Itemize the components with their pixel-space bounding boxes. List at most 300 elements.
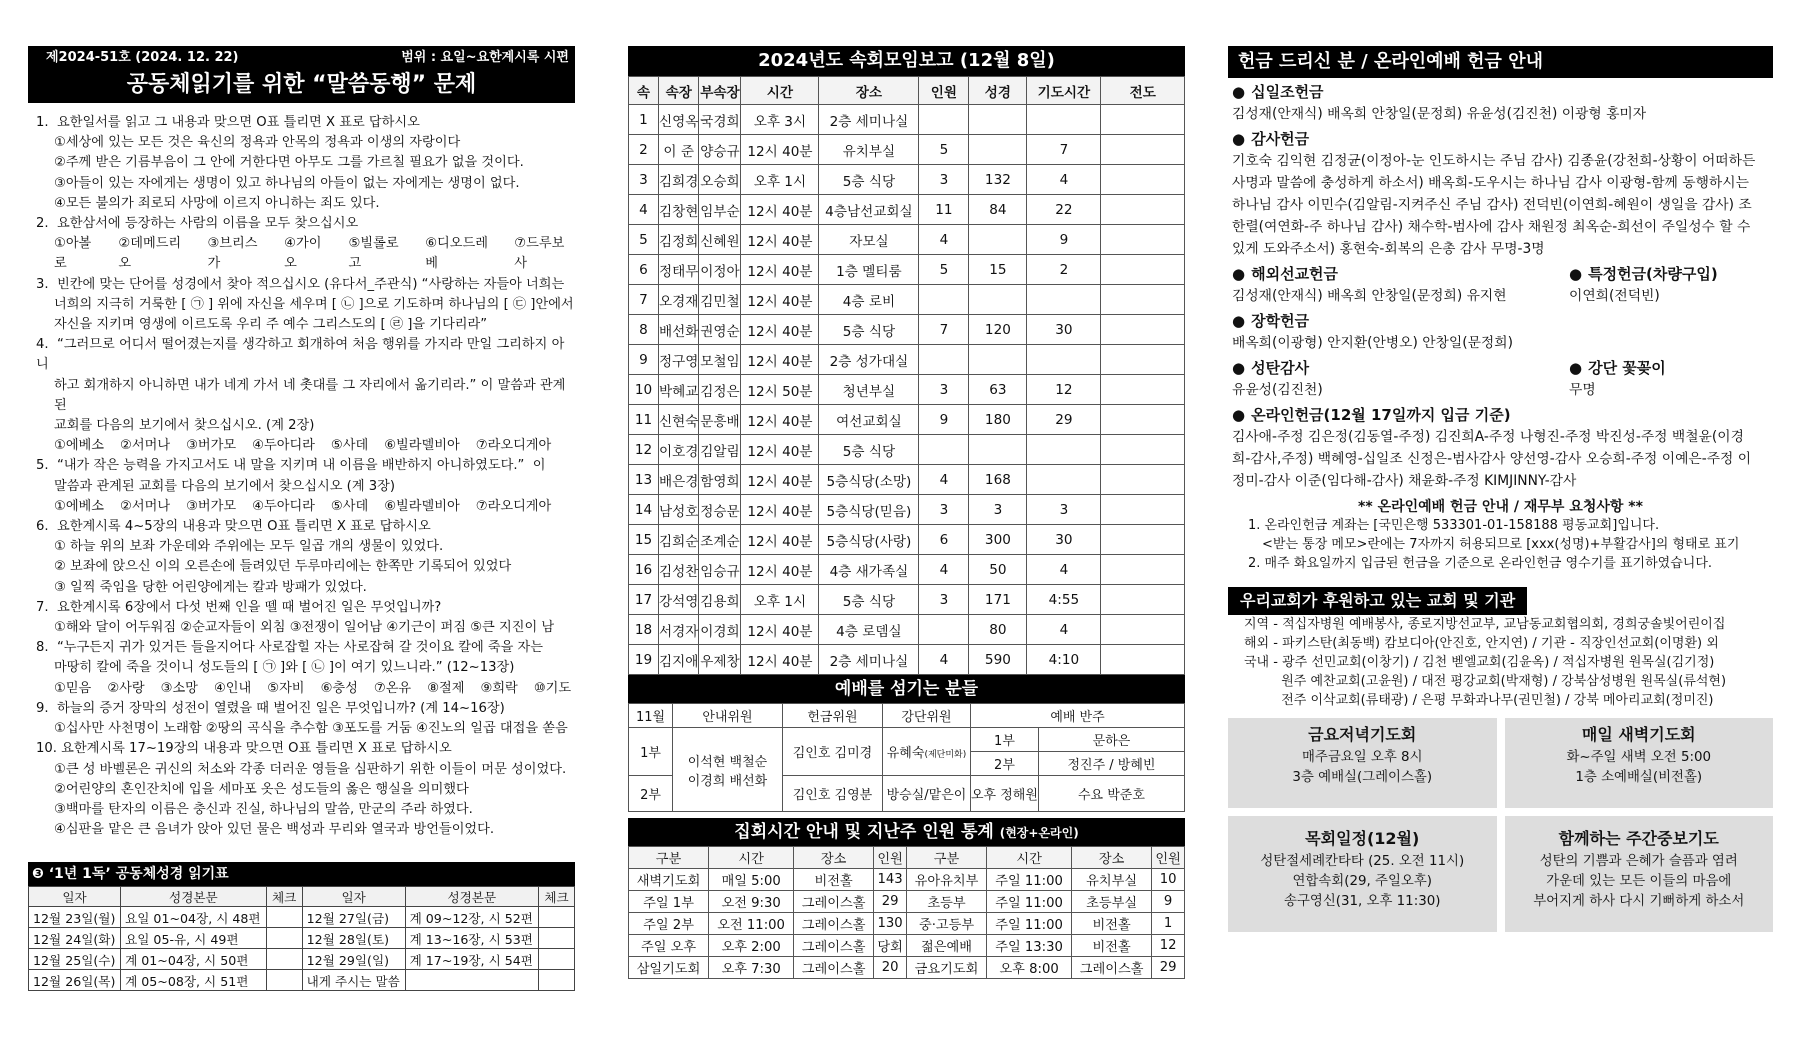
meeting-cell: 국경희	[699, 105, 741, 135]
option: ⑥충성	[320, 680, 358, 696]
stats-row	[629, 957, 1185, 979]
question-line: 마땅히 칼에 죽을 것이니 성도들의 [ ㉠ ]와 [ ㉡ ]이 여기 있느니라.” (12~13장)	[54, 660, 515, 676]
stats-cell: 오후 7:30	[709, 957, 794, 979]
meeting-cell: 4층 새가족실	[819, 555, 919, 585]
meeting-cell: 12시 40분	[741, 225, 819, 255]
question-text: 8. “누구든지 귀가 있거든 들을지어다 사로잡힐 자는 사로잡혀 갈 것이요 칼에 죽을 자는	[36, 640, 544, 656]
meeting-cell: 이 준	[659, 135, 699, 165]
meeting-cell: 13	[629, 465, 659, 495]
meeting-cell: 12	[1027, 375, 1101, 405]
staff-part2: 2부	[629, 776, 673, 812]
meeting-cell: 김지애	[659, 645, 699, 675]
online-names	[1232, 426, 1769, 492]
stats-cell: 29	[874, 891, 907, 913]
option: ⑦온유	[373, 680, 412, 696]
schedule-cell: 12월 25일(수)	[29, 949, 121, 970]
meeting-cell	[1027, 345, 1101, 375]
meeting-cell: 17	[629, 585, 659, 615]
meeting-cell: 4	[919, 225, 969, 255]
online-line: 희-감사,주정) 백혜영-십일조 신정은-범사감사 양선영-감사 오승희-주정 이예은-주정 이	[1232, 451, 1752, 467]
meeting-cell: 4층 로비	[819, 285, 919, 315]
schedule-cell: 계 09~12장, 시 52편	[405, 907, 538, 928]
meeting-cell	[1101, 405, 1185, 435]
meeting-cell: 50	[969, 555, 1027, 585]
meeting-cell: 2층 세미나실	[819, 105, 919, 135]
meeting-cell: 김정은	[699, 375, 741, 405]
meeting-cell: 7	[629, 285, 659, 315]
meeting-cell	[969, 135, 1027, 165]
question-line: ① 하늘 위의 보좌 가운데와 주위에는 모두 일곱 개의 생물이 있었다.	[54, 539, 444, 555]
question-text: 1. 요한일서를 읽고 그 내용과 맞으면 O표 틀리면 X 표로 답하시오	[36, 115, 420, 130]
meeting-cell: 180	[969, 405, 1027, 435]
notice-line: 2. 매주 화요일까지 입금된 헌금을 기준으로 온라인헌금 영수기를 표기하였습니다.	[1248, 556, 1713, 571]
thanks-line: 있게 도와주소서) 홍현숙-회복의 은총 감사 무명-3명	[1232, 241, 1545, 257]
reading-range: 범위 : 요일~요한계시록 시편	[401, 50, 569, 65]
support-line: 지역 - 적십자병원 예배봉사, 종로지방선교부, 교남동교회협의회, 경희궁솔빛어린이집	[1244, 617, 1726, 632]
meeting-header: 부속장	[699, 77, 741, 105]
stats-cell: 비전홀	[794, 869, 874, 891]
stats-cell: 주일 11:00	[987, 913, 1072, 935]
meeting-cell: 김용희	[699, 585, 741, 615]
schedule-cell: 계 05~08장, 시 51편	[121, 970, 267, 991]
stats-cell: 그레이스홀	[794, 935, 874, 957]
notice-line: <받는 통장 메모>란에는 7자까지 허용되므로 [xxx(성명)+부활감사]의 형태로 표기	[1262, 537, 1740, 552]
option: ④두아디라	[252, 498, 315, 514]
schedule-cell	[539, 907, 575, 928]
meeting-cell	[1101, 435, 1185, 465]
schedule-cell: 계 01~04장, 시 50편	[121, 949, 267, 970]
mission-heading: ● 해외선교헌금	[1232, 263, 1569, 285]
stats-cell: 비전홀	[1072, 913, 1152, 935]
schedule-cell: 12월 28일(토)	[302, 928, 405, 949]
staff-guide-2: 이경희 배선화	[687, 773, 768, 789]
meeting-cell: 4	[1027, 555, 1101, 585]
schedule-cell	[539, 949, 575, 970]
question-line: 말씀과 관계된 교회를 다음의 보기에서 찾으십시오 (계 3장)	[54, 478, 396, 494]
mission-names: 김성재(안재식) 배옥희 안창일(문정희) 유지현	[1232, 288, 1507, 304]
meeting-row	[629, 285, 1185, 315]
meeting-column	[628, 46, 1185, 979]
option: ⑤사데	[330, 498, 369, 514]
stats-cell: 9	[1152, 891, 1185, 913]
meeting-row	[629, 135, 1185, 165]
thanks-line: 사명과 말씀에 충성하게 하소서) 배옥희-도우시는 하나님 감사 이광형-함께 동행하시는	[1232, 175, 1749, 191]
meeting-row	[629, 315, 1185, 345]
meeting-cell: 132	[969, 165, 1027, 195]
schedule-row	[29, 970, 575, 991]
meeting-cell: 12시 40분	[741, 435, 819, 465]
question-line: ①큰 성 바벨론은 귀신의 처소와 각종 더러운 영들을 심판하기 위한 이들이 머문 성이었다.	[54, 761, 567, 777]
meeting-cell	[1101, 165, 1185, 195]
schedule-row	[29, 928, 575, 949]
stats-cell: 매일 5:00	[709, 869, 794, 891]
meeting-cell: 12시 40분	[741, 135, 819, 165]
question	[36, 739, 575, 840]
meeting-cell	[969, 105, 1027, 135]
meeting-cell: 7	[1027, 135, 1101, 165]
christmas-names: 유윤성(김진천)	[1232, 382, 1323, 398]
meeting-cell	[1101, 585, 1185, 615]
question	[36, 456, 575, 517]
tithe-names: 김성재(안재식) 배옥희 안창일(문정희) 유윤성(김진천) 이광형 홍미자	[1232, 106, 1647, 122]
meeting-row	[629, 105, 1185, 135]
option: ④인내	[213, 680, 252, 696]
meeting-row	[629, 525, 1185, 555]
schedule-header: 성경본문	[121, 887, 267, 907]
meeting-header: 전도	[1101, 77, 1185, 105]
stats-header: 장소	[1072, 847, 1152, 869]
meeting-cell: 12시 50분	[741, 375, 819, 405]
schedule-cell: 12월 27일(금)	[302, 907, 405, 928]
meeting-cell: 정태무	[659, 255, 699, 285]
stats-cell: 12	[1152, 935, 1185, 957]
meeting-cell	[969, 345, 1027, 375]
meeting-cell: 5층식당(믿음)	[819, 495, 919, 525]
meeting-cell: 4	[1027, 165, 1101, 195]
question-line: ④심판을 맡은 큰 음녀가 앉아 있던 물은 백성과 무리와 열국과 방언들이었다.	[54, 822, 495, 838]
attendance-stats-table	[628, 846, 1185, 979]
meeting-cell: 신영옥	[659, 105, 699, 135]
meeting-cell: 11	[919, 195, 969, 225]
offering-list	[1228, 81, 1773, 492]
meeting-cell	[1101, 525, 1185, 555]
option: ②데메드리오	[118, 236, 182, 272]
schedule-cell: 계 13~16장, 시 53편	[405, 928, 538, 949]
meeting-cell: 1	[629, 105, 659, 135]
meeting-cell: 5층 식당	[819, 165, 919, 195]
stats-cell: 주일 11:00	[987, 869, 1072, 891]
tithe-heading: ● 십일조헌금	[1232, 81, 1769, 103]
meeting-cell: 12시 40분	[741, 465, 819, 495]
schedule-cell: 12월 24일(화)	[29, 928, 121, 949]
info-box-line: 매주금요일 오후 8시	[1301, 750, 1423, 765]
info-box-line: 성탄의 기쁨과 은혜가 슬픔과 염려	[1539, 854, 1738, 869]
meeting-cell	[1027, 465, 1101, 495]
stats-cell: 주일 2부	[629, 913, 709, 935]
question-options	[36, 234, 575, 274]
info-box-line: 1층 소예배실(비전홀)	[1575, 770, 1703, 785]
question-options	[36, 497, 575, 517]
meeting-cell: 임부순	[699, 195, 741, 225]
meeting-cell: 신현숙	[659, 405, 699, 435]
option: ④두아디라	[252, 438, 315, 454]
stats-cell: 그레이스홀	[794, 957, 874, 979]
schedule-cell: 12월 29일(일)	[302, 949, 405, 970]
stats-cell: 주일 오후	[629, 935, 709, 957]
option: ⑥빌라델비아	[384, 438, 460, 454]
info-box	[1228, 816, 1497, 932]
meeting-cell: 배선화	[659, 315, 699, 345]
option: ①아볼로	[54, 236, 92, 272]
stats-header: 시간	[709, 847, 794, 869]
meeting-cell: 이정아	[699, 255, 741, 285]
issue-header	[28, 46, 575, 68]
schedule-cell	[539, 928, 575, 949]
stats-cell: 그레이스홀	[1072, 957, 1152, 979]
thanks-names	[1232, 150, 1769, 260]
stats-cell: 29	[1152, 957, 1185, 979]
stats-cell: 그레이스홀	[794, 891, 874, 913]
option: ②서머나	[120, 498, 171, 514]
meeting-cell: 김민철	[699, 285, 741, 315]
meeting-cell	[1101, 315, 1185, 345]
service-staff-table	[628, 703, 1185, 812]
host-afternoon: 오후 정해원	[971, 776, 1039, 812]
staff-part1: 1부	[629, 728, 673, 776]
meeting-cell: 임승규	[699, 555, 741, 585]
issue-number: 제2024-51호 (2024. 12. 22)	[46, 50, 239, 65]
stats-cell: 오전 9:30	[709, 891, 794, 913]
meeting-cell: 12시 40분	[741, 345, 819, 375]
meeting-cell: 이호경	[659, 435, 699, 465]
meeting-cell: 4	[629, 195, 659, 225]
stats-title	[628, 818, 1185, 846]
info-box-line: 송구영신(31, 오후 11:30)	[1284, 894, 1441, 909]
meeting-cell	[1101, 345, 1185, 375]
schedule-cell: 요일 01~04장, 시 48편	[121, 907, 267, 928]
staff-pulpit-1-note: (제단미화)	[924, 750, 967, 760]
meeting-cell: 9	[919, 405, 969, 435]
meeting-cell: 서경자	[659, 615, 699, 645]
question-options	[36, 436, 575, 456]
question-text: 6. 요한계시록 4~5장의 내용과 맞으면 O표 틀리면 X 표로 답하시오	[36, 519, 431, 535]
meeting-cell: 오경재	[659, 285, 699, 315]
meeting-cell	[1101, 495, 1185, 525]
meeting-cell: 오후 1시	[741, 585, 819, 615]
info-box-title: 목회일정(12월)	[1305, 829, 1420, 848]
stats-cell: 당회	[874, 935, 907, 957]
stats-cell: 130	[874, 913, 907, 935]
meeting-cell: 김알림	[699, 435, 741, 465]
question-line: ①세상에 있는 모든 것은 육신의 정욕과 안목의 정욕과 이생의 자랑이다	[54, 135, 461, 151]
option: ③브리스가	[207, 236, 258, 272]
stats-cell: 10	[1152, 869, 1185, 891]
meeting-row	[629, 165, 1185, 195]
quiz-column	[28, 46, 575, 991]
question-line: 교회를 다음의 보기에서 찾으십시오. (계 2장)	[54, 418, 315, 434]
scholarship-heading: ● 장학헌금	[1232, 310, 1769, 332]
question-line: ①해와 달이 어두워짐 ②순교자들이 외침 ③전쟁이 일어남 ④기근이 퍼짐 ⑤큰 지진이 남	[54, 620, 555, 636]
meeting-cell: 오후 1시	[741, 165, 819, 195]
meeting-row	[629, 465, 1185, 495]
meeting-cell	[1101, 225, 1185, 255]
meeting-header: 기도시간	[1027, 77, 1101, 105]
notice-body	[1228, 516, 1773, 573]
notice-line: 1. 온라인헌금 계좌는 [국민은행 533301-01-158188 평동교회]입니다.	[1248, 518, 1660, 533]
stats-header: 구분	[906, 847, 986, 869]
question-line: ② 보좌에 앉으신 이의 오른손에 들려있던 두루마리에는 한쪽만 기록되어 있었다	[54, 559, 512, 575]
info-box-line: 3층 예배실(그레이스홀)	[1292, 770, 1433, 785]
meeting-cell: 김희순	[659, 525, 699, 555]
schedule-header: 일자	[302, 887, 405, 907]
staff-offering-1: 김인호 김미경	[783, 728, 883, 776]
question	[36, 598, 575, 638]
option: ⑦라오디게아	[475, 498, 552, 514]
staff-pulpit-1	[883, 728, 971, 776]
meeting-cell: 청년부실	[819, 375, 919, 405]
christmas-heading: ● 성탄감사	[1232, 357, 1569, 379]
meeting-cell: 2	[629, 135, 659, 165]
option: ⑥디오드레베	[425, 236, 489, 272]
meeting-cell: 배은경	[659, 465, 699, 495]
meeting-cell: 168	[969, 465, 1027, 495]
meeting-cell: 5	[919, 135, 969, 165]
meeting-cell: 18	[629, 615, 659, 645]
info-box-line: 부어지게 하사 다시 기뻐하게 하소서	[1533, 894, 1745, 909]
meeting-cell: 5층 식당	[819, 315, 919, 345]
stats-title-text: 집회시간 안내 및 지난주 인원 통계	[734, 822, 994, 842]
schedule-cell: 계 17~19장, 시 54편	[405, 949, 538, 970]
schedule-cell	[405, 970, 538, 991]
stats-cell: 주일 11:00	[987, 891, 1072, 913]
staff-offering-header: 헌금위원	[783, 704, 883, 728]
meeting-cell: 2	[1027, 255, 1101, 285]
stats-cell: 초등부	[906, 891, 986, 913]
meeting-cell: 12시 40분	[741, 495, 819, 525]
meeting-cell: 유치부실	[819, 135, 919, 165]
question-text: 10. 요한계시록 17~19장의 내용과 맞으면 O표 틀리면 X 표로 답하시오	[36, 741, 452, 757]
schedule-cell	[266, 949, 302, 970]
question	[36, 113, 575, 214]
option: ⑨희락	[480, 680, 518, 696]
meeting-row	[629, 615, 1185, 645]
option: ①믿음	[54, 680, 92, 696]
staff-pulpit-1-name: 유혜숙	[886, 746, 925, 761]
meeting-cell: 강석영	[659, 585, 699, 615]
info-box-line: 연합속회(29, 주일오후)	[1292, 874, 1432, 889]
service-staff-title: 예배를 섬기는 분들	[628, 675, 1185, 703]
info-box-title: 매일 새벽기도회	[1581, 725, 1696, 744]
staff-guides	[673, 728, 783, 812]
meeting-cell: 120	[969, 315, 1027, 345]
notice-title: ** 온라인예배 헌금 안내 / 재무부 요청사항 **	[1358, 499, 1643, 515]
meeting-cell: 2층 세미나실	[819, 645, 919, 675]
stats-cell: 중·고등부	[906, 913, 986, 935]
meeting-cell: 4:10	[1027, 645, 1101, 675]
option: ⑥빌라델비아	[384, 498, 460, 514]
stats-cell: 유치부실	[1072, 869, 1152, 891]
schedule-header: 체크	[266, 887, 302, 907]
reading-schedule-table	[28, 886, 575, 991]
stats-row	[629, 869, 1185, 891]
meeting-cell: 300	[969, 525, 1027, 555]
option: ③버가모	[186, 438, 237, 454]
question	[36, 517, 575, 598]
meeting-cell: 4	[1027, 615, 1101, 645]
meeting-cell: 5층 식당	[819, 435, 919, 465]
meeting-row	[629, 405, 1185, 435]
meeting-header: 장소	[819, 77, 919, 105]
meeting-cell: 남성호	[659, 495, 699, 525]
question-line: 자신을 지키며 영생에 이르도록 우리 주 예수 그리스도의 [ ㉣ ]을 기다리라”	[54, 317, 488, 333]
meeting-cell: 3	[919, 165, 969, 195]
question	[36, 638, 575, 699]
stats-cell: 비전홀	[1072, 935, 1152, 957]
flower-heading: ● 강단 꽃꽂이	[1569, 357, 1769, 379]
stats-cell: 유아유치부	[906, 869, 986, 891]
option: ③소망	[160, 680, 198, 696]
schedule-cell	[266, 907, 302, 928]
thanks-line: 하나님 감사 이민수(김알림-지켜주신 주님 감사) 전덕빈(이연희-혜원이 생일을 감사) 조	[1232, 197, 1752, 213]
meeting-cell	[1101, 255, 1185, 285]
schedule-row	[29, 949, 575, 970]
stats-cell: 젊은예배	[906, 935, 986, 957]
staff-guide-header: 안내위원	[673, 704, 783, 728]
meeting-cell	[1101, 645, 1185, 675]
option: ⑧절제	[427, 680, 465, 696]
option: ②사랑	[107, 680, 145, 696]
question-line: ④모든 불의가 죄로되 사망에 이르지 아니하는 죄도 있다.	[54, 195, 380, 211]
meeting-cell	[1101, 615, 1185, 645]
stats-cell: 오전 11:00	[709, 913, 794, 935]
meeting-cell	[1101, 555, 1185, 585]
offering-title: 헌금 드리신 분 / 온라인예배 헌금 안내	[1228, 46, 1773, 78]
meeting-cell: 12	[629, 435, 659, 465]
question-line: ③아들이 있는 자에게는 생명이 있고 하나님의 아들이 없는 자에게는 생명이 없다.	[54, 175, 520, 191]
option: ③버가모	[186, 498, 237, 514]
meeting-cell: 조계순	[699, 525, 741, 555]
option: ⑤자비	[267, 680, 305, 696]
question-text: 9. 하늘의 증거 장막의 성전이 열렸을 때 벌어진 일은 무엇입니까? (계 14~16장)	[36, 700, 505, 716]
meeting-header: 인원	[919, 77, 969, 105]
support-line: 원주 예찬교회(고윤원) / 대전 평강교회(박재형) / 강북삼성병원 원목실(류석현)	[1244, 674, 1727, 689]
meeting-cell: 22	[1027, 195, 1101, 225]
stats-cell: 오후 2:00	[709, 935, 794, 957]
meeting-cell: 2층 성가대실	[819, 345, 919, 375]
meeting-cell: 정구영	[659, 345, 699, 375]
meeting-cell: 박혜교	[659, 375, 699, 405]
meeting-cell: 63	[969, 375, 1027, 405]
info-box-line: 가운데 있는 모든 이들의 마음에	[1546, 874, 1732, 889]
quiz-title: 공동체읽기를 위한 “말씀동행” 문제	[28, 68, 575, 103]
meeting-cell	[969, 285, 1027, 315]
question-text: 5. “내가 작은 능력을 가지고서도 내 말을 지키며 내 이름을 배반하지 아니하였도다.” 이	[36, 458, 546, 474]
meeting-cell: 10	[629, 375, 659, 405]
thanks-heading: ● 감사헌금	[1232, 128, 1769, 150]
meeting-cell	[1101, 195, 1185, 225]
staff-guide-1: 이석현 백철순	[687, 754, 768, 770]
meeting-cell: 3	[919, 375, 969, 405]
stats-cell: 1	[1152, 913, 1185, 935]
reading-schedule-title: ❸ ‘1년 1독’ 공동체성경 읽기표	[28, 862, 575, 886]
meeting-cell: 김성찬	[659, 555, 699, 585]
meeting-cell: 함영희	[699, 465, 741, 495]
meeting-cell: 문흥배	[699, 405, 741, 435]
meeting-cell: 양승규	[699, 135, 741, 165]
host-wednesday: 수요 박준호	[1038, 776, 1184, 812]
question	[36, 214, 575, 275]
question-line: ③ 일찍 죽임을 당한 어린양에게는 칼과 방패가 있었다.	[54, 579, 367, 595]
scholarship-names: 배옥희(이광형) 안지환(안병오) 안창일(문정희)	[1232, 335, 1513, 351]
staff-offering-2: 김인호 김영분	[783, 776, 883, 812]
meeting-cell: 8	[629, 315, 659, 345]
meeting-cell: 3	[969, 495, 1027, 525]
option: ②서머나	[120, 438, 171, 454]
question-text: 7. 요한계시록 6장에서 다섯 번째 인을 뗄 때 벌어진 일은 무엇입니까?	[36, 599, 442, 615]
meeting-cell	[919, 345, 969, 375]
staff-month: 11월	[629, 704, 673, 728]
info-box-title: 함께하는 주간중보기도	[1558, 829, 1719, 848]
meeting-header: 성경	[969, 77, 1027, 105]
meeting-cell: 4	[919, 555, 969, 585]
support-line: 국내 - 광주 선민교회(이창기) / 김천 벧엘교회(김윤옥) / 적십자병원 원목실(김기정)	[1244, 655, 1715, 670]
support-title: 우리교회가 후원하고 있는 교회 및 기관	[1228, 587, 1527, 615]
meeting-cell: 12시 40분	[741, 195, 819, 225]
meeting-cell: 4	[919, 465, 969, 495]
question-text: 2. 요한삼서에 등장하는 사람의 이름을 모두 찾으십시오	[36, 216, 359, 232]
option: ⑤빌롤로고	[348, 236, 399, 272]
meeting-cell	[1027, 105, 1101, 135]
